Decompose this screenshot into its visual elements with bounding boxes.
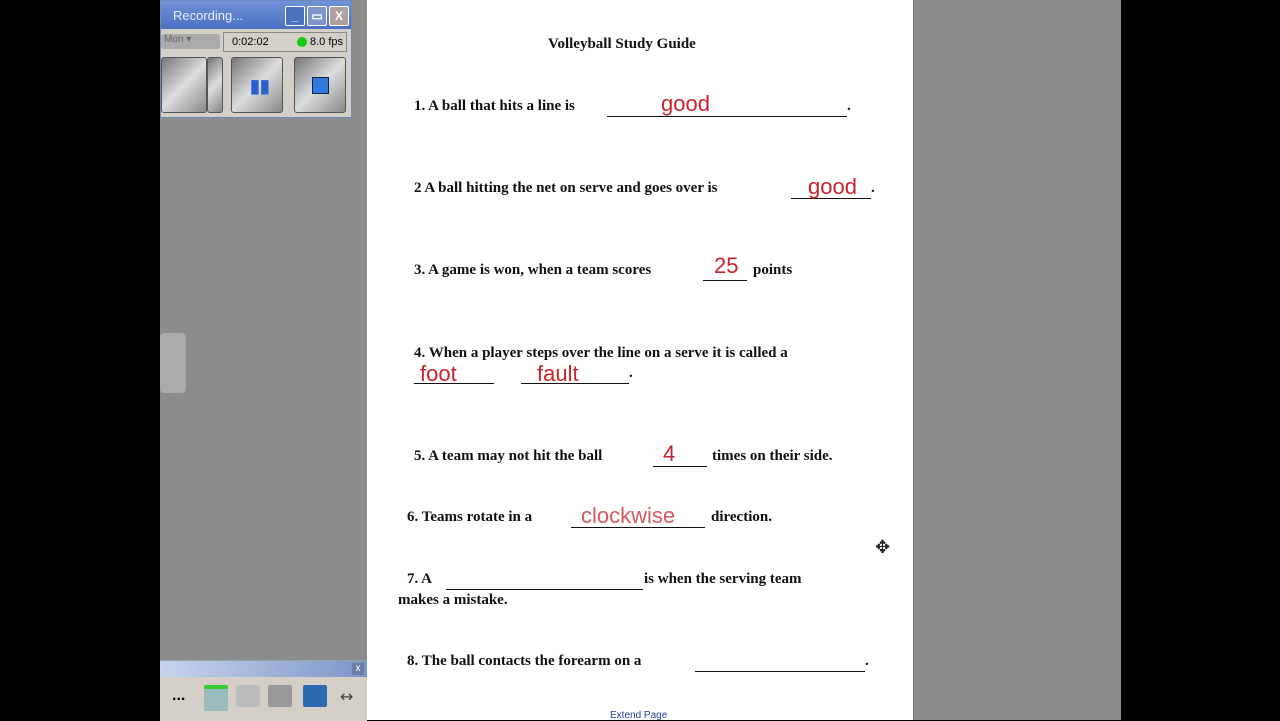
question-7-line2: makes a mistake. xyxy=(398,592,508,608)
question-1-end: . xyxy=(847,98,851,114)
question-3-end: points xyxy=(753,262,793,278)
side-handle[interactable] xyxy=(160,333,186,393)
stop-icon xyxy=(312,77,329,94)
display-icon[interactable] xyxy=(303,685,327,707)
document-page xyxy=(367,0,913,720)
close-button[interactable]: X xyxy=(329,6,349,26)
question-3: 3. A game is won, when a team scores xyxy=(414,262,652,278)
answer-1: good xyxy=(661,91,710,116)
bottom-toolbar xyxy=(160,660,367,721)
restore-button[interactable]: ▭ xyxy=(307,6,327,26)
toolbar-close-button[interactable]: x xyxy=(352,663,364,675)
question-2-end: . xyxy=(871,180,875,196)
status-bar xyxy=(223,32,347,52)
answer-5: 4 xyxy=(663,441,676,466)
extend-page-link[interactable]: Extend Page xyxy=(610,710,668,721)
answer-blank-1[interactable] xyxy=(607,116,847,117)
question-2: 2 A ball hitting the net on serve and goes over is xyxy=(414,180,718,196)
recording-widget xyxy=(160,0,352,118)
calculator-icon[interactable] xyxy=(268,685,292,707)
minimize-button[interactable]: _ xyxy=(285,6,305,26)
question-6-end: direction. xyxy=(711,509,772,525)
recording-title: Recording... xyxy=(173,7,244,23)
move-cursor-icon: ✥ xyxy=(875,537,891,558)
answer-blank-8[interactable] xyxy=(695,671,865,672)
question-8-end: . xyxy=(865,653,869,669)
question-7: 7. A xyxy=(407,571,433,587)
question-7-end: is when the serving team xyxy=(644,571,802,587)
swap-arrows-icon[interactable]: ↔ xyxy=(340,687,354,706)
answer-4a: foot xyxy=(420,361,457,386)
answer-3: 25 xyxy=(714,253,739,278)
question-8: 8. The ball contacts the forearm on a xyxy=(407,653,642,669)
add-page-icon[interactable] xyxy=(204,685,228,711)
answer-6: clockwise xyxy=(581,503,676,528)
question-6: 6. Teams rotate in a xyxy=(407,509,533,525)
elapsed-time: 0:02:02 xyxy=(232,36,269,48)
recording-status-icon xyxy=(297,37,307,47)
question-1: 1. A ball that hits a line is xyxy=(414,98,575,114)
answer-blank-7[interactable] xyxy=(446,589,643,590)
question-5-end: times on their side. xyxy=(712,448,833,464)
mode-dropdown[interactable]: Mon ▾ xyxy=(161,34,220,49)
document-title: Volleyball Study Guide xyxy=(548,36,696,52)
question-5: 5. A team may not hit the ball xyxy=(414,448,603,464)
pause-icon: ▮▮ xyxy=(250,76,270,96)
right-gray-pane xyxy=(913,0,1121,720)
fps-readout: 8.0 fps xyxy=(310,36,344,48)
record-button[interactable] xyxy=(161,57,207,113)
answer-blank-5[interactable] xyxy=(653,466,707,467)
answer-blank-3[interactable] xyxy=(703,280,747,281)
question-4: 4. When a player steps over the line on a serve it is called a xyxy=(414,345,788,361)
answer-2: good xyxy=(808,174,857,199)
pause-button[interactable] xyxy=(231,57,283,113)
question-4-end: . xyxy=(629,365,633,381)
answer-4b: fault xyxy=(537,361,579,386)
record-options-button[interactable] xyxy=(207,57,223,113)
stop-button[interactable] xyxy=(294,57,346,113)
more-button[interactable]: ... xyxy=(172,687,186,704)
slideshow-icon[interactable] xyxy=(236,685,260,707)
